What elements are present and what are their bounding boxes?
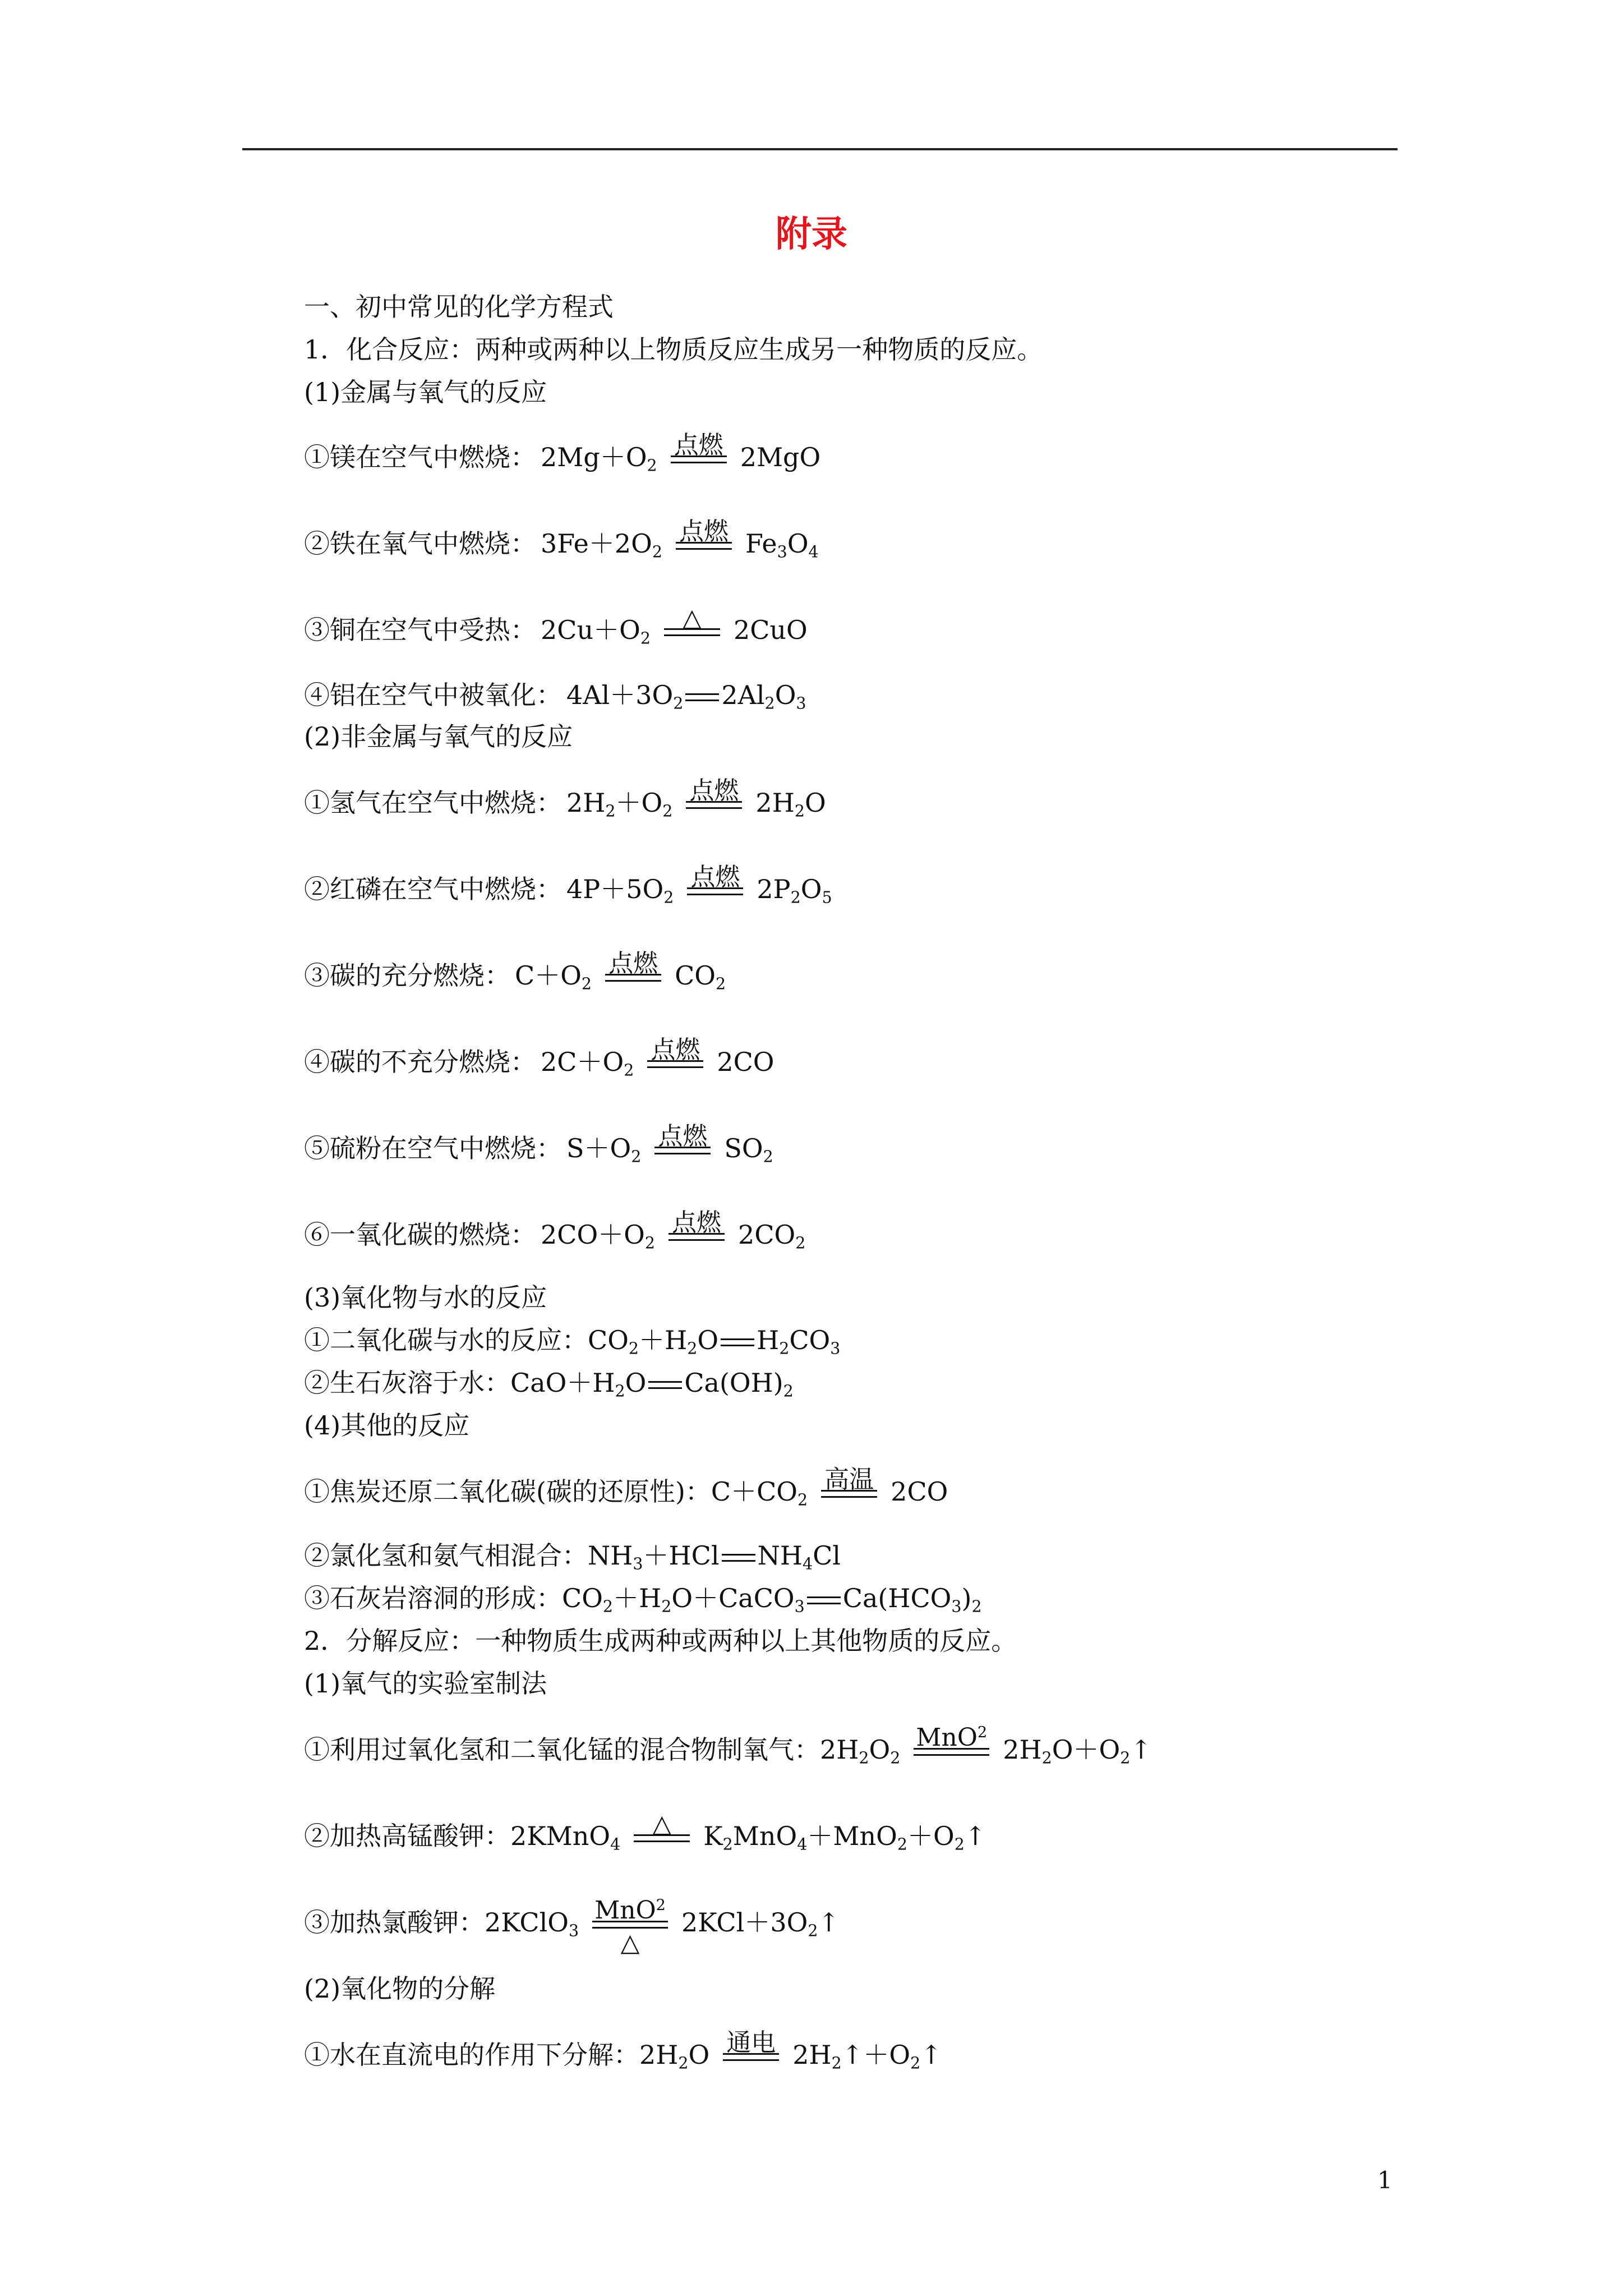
- equation-item: ①二氧化碳与水的反应：$CO_2+H_2O$ $H_2CO_3$: [304, 1325, 841, 1358]
- equation-label: ①二氧化碳与水的反应：: [304, 1325, 588, 1355]
- equation-item: ②氯化氢和氨气相混合：$NH_3+HCl$ $NH_4Cl$: [304, 1540, 841, 1573]
- equation-item: ①氢气在空气中燃烧： $2H_2+O_2$ 点燃 $2H_2O$: [304, 776, 826, 821]
- reaction-condition: 点燃: [676, 542, 732, 550]
- category-heading: (4)其他的反应: [304, 1410, 470, 1441]
- category-heading: (1)氧气的实验室制法: [304, 1668, 547, 1699]
- reaction-condition: MnO$^2$ △: [592, 1921, 668, 1929]
- equation-item: ①利用过氧化氢和二氧化锰的混合物制氧气：$2H_2O_2$ MnO$^2$ $2H_2O+O_2↑$: [304, 1723, 1152, 1768]
- equation-label: ⑤硫粉在空气中燃烧：: [304, 1133, 562, 1163]
- equation-label: ②生石灰溶于水：: [304, 1368, 510, 1398]
- equation-label: ④碳的不充分燃烧：: [304, 1047, 536, 1077]
- equation-item: ①水在直流电的作用下分解：$2H_2O$ 通电 $2H_2↑+O_2↑$: [304, 2028, 942, 2073]
- equation-item: ③石灰岩溶洞的形成：$CO_2+H_2O+CaCO_3$ $Ca(HCO_3)_2$: [304, 1583, 982, 1616]
- category-heading: (2)非金属与氧气的反应: [304, 721, 573, 752]
- equation-label: ③加热氯酸钾：: [304, 1907, 485, 1938]
- equation-item: ②加热高锰酸钾：2KMnO$_4$ △ $K_2MnO_4+MnO_2+O_2↑$: [304, 1810, 986, 1854]
- header-rule: [242, 148, 1398, 150]
- equation-label: ①焦炭还原二氧化碳(碳的还原性)：: [304, 1476, 711, 1507]
- equation-label: ③铜在空气中受热：: [304, 615, 536, 645]
- equation-label: ②加热高锰酸钾：: [304, 1821, 510, 1851]
- equation-label: ③石灰岩溶洞的形成：: [304, 1583, 562, 1613]
- reaction-condition: 点燃: [686, 801, 742, 809]
- reaction-condition: 点燃: [647, 1060, 703, 1068]
- equation-label: ①利用过氧化氢和二氧化锰的混合物制氧气：: [304, 1734, 820, 1765]
- reaction-condition: 点燃: [671, 455, 727, 463]
- reaction-condition: 点燃: [605, 974, 661, 982]
- reaction-condition: 通电: [723, 2053, 779, 2061]
- category-heading: (2)氧化物的分解: [304, 1973, 496, 2004]
- equation-label: ①氢气在空气中燃烧：: [304, 788, 562, 818]
- equation-item: ⑤硫粉在空气中燃烧： $S+O_2$ 点燃 $SO_2$: [304, 1122, 773, 1166]
- equation-item: ③铜在空气中受热： $2Cu+O_2$ △ 2CuO: [304, 604, 808, 648]
- equation-item: ④铝在空气中被氧化： $4Al+3O_2$ $2Al_2O_3$: [304, 680, 806, 713]
- reaction-condition: △: [664, 628, 720, 636]
- equation-label: ①水在直流电的作用下分解：: [304, 2040, 639, 2070]
- equation-label: ②氯化氢和氨气相混合：: [304, 1540, 588, 1571]
- equation-item: ④碳的不充分燃烧： $2C+O_2$ 点燃 2CO: [304, 1036, 774, 1080]
- page-title: 附录: [776, 213, 847, 255]
- equation-label: ③碳的充分燃烧：: [304, 960, 510, 991]
- reaction-condition: 点燃: [668, 1233, 725, 1241]
- reaction-condition: MnO$^2$: [914, 1748, 989, 1756]
- equation-item: ②铁在氧气中燃烧： $3Fe+2O_2$ 点燃 $Fe_3O_4$: [304, 517, 819, 562]
- equation-label: ①镁在空气中燃烧：: [304, 442, 536, 472]
- equation-item: ⑥一氧化碳的燃烧： $2CO+O_2$ 点燃 $2CO_2$: [304, 1208, 806, 1253]
- page-number: 1: [1377, 2166, 1393, 2194]
- subsection-heading: 2．分解反应：一种物质生成两种或两种以上其他物质的反应。: [304, 1626, 1017, 1656]
- reaction-condition: 高温: [821, 1490, 877, 1498]
- equation-item: ③碳的充分燃烧： $C+O_2$ 点燃 $CO_2$: [304, 949, 726, 993]
- equation-item: ②红磷在空气中燃烧： $4P+5O_2$ 点燃 $2P_2O_5$: [304, 863, 832, 907]
- category-heading: (1)金属与氧气的反应: [304, 377, 547, 407]
- equation-label: ⑥一氧化碳的燃烧：: [304, 1220, 536, 1250]
- category-heading: (3)氧化物与水的反应: [304, 1282, 547, 1313]
- reaction-condition: 点燃: [687, 887, 743, 895]
- reaction-condition: △: [634, 1834, 690, 1842]
- equation-item: ③加热氯酸钾：2KClO$_3$ MnO$^2$ △ $2KCl+3O_2↑$: [304, 1896, 840, 1957]
- equation-item: ①焦炭还原二氧化碳(碳的还原性)：$C+CO_2$ 高温 2CO: [304, 1465, 948, 1510]
- equation-item: ②生石灰溶于水：$CaO+H_2O$ $Ca(OH)_2$: [304, 1368, 794, 1401]
- reaction-condition: 点燃: [654, 1147, 711, 1154]
- equation-label: ②红磷在空气中燃烧：: [304, 874, 562, 904]
- equation-item: ①镁在空气中燃烧： $2Mg+O_2$ 点燃 2MgO: [304, 431, 821, 475]
- section-heading: 一、初中常见的化学方程式: [304, 292, 614, 322]
- equation-label: ④铝在空气中被氧化：: [304, 680, 562, 710]
- equation-label: ②铁在氧气中燃烧：: [304, 528, 536, 559]
- subsection-heading: 1．化合反应：两种或两种以上物质反应生成另一种物质的反应。: [304, 334, 1043, 365]
